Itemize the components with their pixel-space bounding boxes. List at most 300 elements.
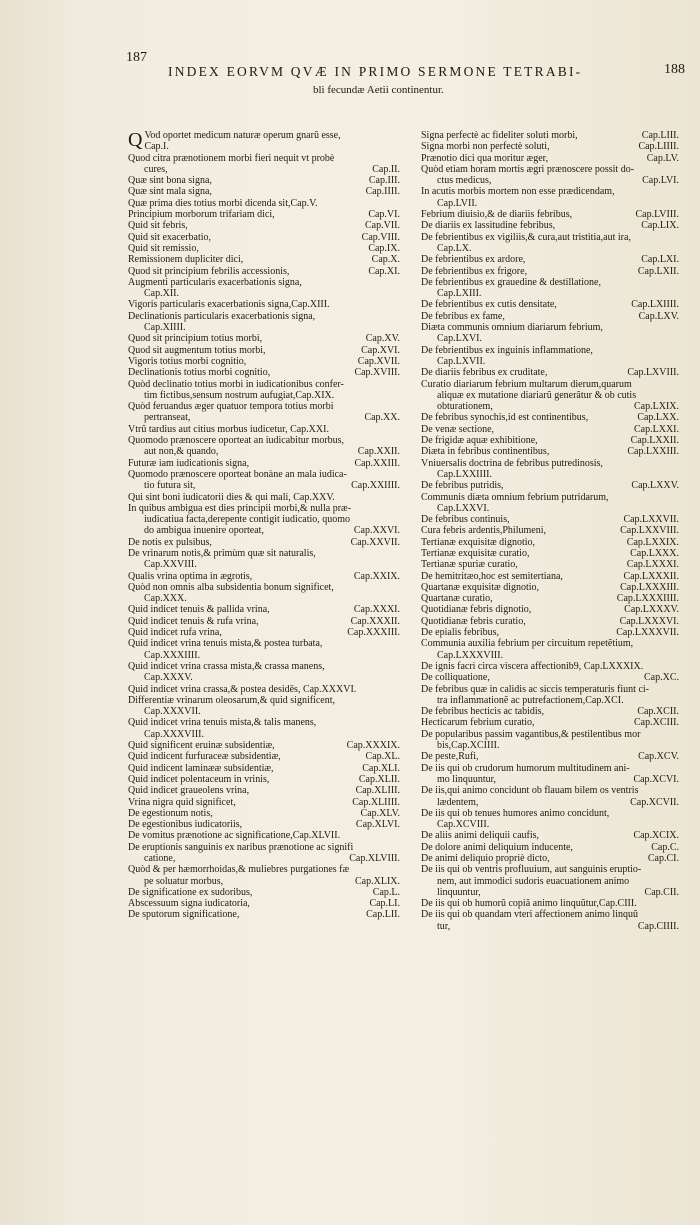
entry-title: Quid indicet vrina crassa,& postea desidēs, Cap.XXXVI. [128, 683, 357, 695]
entry-title: Quòd etiam horam mortis ægri prænoscere possit do- [421, 163, 635, 175]
entry-title: De febrientibus ex inguinis inflammatione, [421, 344, 593, 356]
entry-title: Diæta communis omnium diariarum febrium, [421, 322, 603, 334]
index-entry [421, 717, 685, 728]
entry-title: De iis qui ob humorũ copiã animo linquũtur,Cap.CIII. [421, 898, 637, 910]
index-entry [421, 763, 685, 786]
entry-chapter: Cap.XLIX. [355, 875, 400, 887]
index-entry [421, 458, 685, 481]
index-entry [421, 853, 685, 864]
entry-title: De peste,Rufi, [421, 751, 479, 763]
index-entry [421, 254, 685, 265]
entry-chapter: Cap.LXXVIII. [620, 525, 679, 537]
entry-title: De iis qui ob tenues humores animo concidunt, [421, 807, 610, 819]
index-entry [421, 266, 685, 277]
index-entry [421, 220, 685, 231]
entry-chapter: Cap.XXXIX. [346, 740, 400, 752]
index-entry [128, 198, 406, 209]
index-entry [421, 808, 685, 831]
entry-chapter: Cap.XLI. [362, 762, 400, 774]
entry-chapter: Cap.LXI. [641, 254, 679, 266]
entry-chapter: Cap.CIIII. [637, 920, 679, 932]
entry-chapter: Cap.XC. [644, 672, 679, 684]
page-number-right: 188 [664, 62, 685, 77]
index-entry [421, 277, 685, 300]
entry-title: Hecticarum febrium curatio, [421, 717, 535, 729]
entry-title: De febribus hecticis ac tabidis, [421, 706, 545, 718]
index-entry [421, 582, 685, 593]
entry-continuation: Cap.LXXVI. [437, 502, 490, 514]
entry-title: Qui sint boni iudicatorii dies & qui mali, Cap.XXV. [128, 491, 335, 503]
entry-chapter: Cap.XCIII. [634, 717, 679, 729]
entry-title: De febribus putridis, [421, 480, 504, 492]
entry-title: Declinationis totius morbi cognitio, [128, 367, 271, 379]
index-entry [421, 830, 685, 841]
entry-title: Vigoris particularis exacerbationis signa,Cap.XIII. [128, 299, 330, 311]
entry-continuation: aut non,& quando, [144, 446, 219, 458]
entry-continuation: linquuntur, [437, 886, 481, 898]
entry-continuation: Cap.XCVIII. [437, 819, 490, 831]
entry-chapter: Cap.LIIII. [638, 141, 679, 153]
entry-continuation: Cap.XIIII. [144, 322, 186, 334]
entry-chapter: Cap.LXXI. [634, 423, 679, 435]
entry-chapter: Cap.XVII. [357, 355, 400, 367]
entry-chapter: Cap.LXII. [637, 265, 679, 277]
index-entry [421, 864, 685, 898]
entry-chapter: Cap.X. [371, 254, 400, 266]
entry-continuation: Cap.LXVI. [437, 333, 482, 345]
entry-chapter: Cap.XI. [368, 265, 400, 277]
entry-title: De epialis febribus, [421, 627, 500, 639]
index-entry [128, 808, 406, 819]
index-entry [128, 898, 406, 909]
entry-title: Quid indicent laminææ subsidentiæ, [128, 762, 274, 774]
entry-title: Quotidianæ febris dignotio, [421, 604, 532, 616]
entry-chapter: Cap.XXVI. [353, 525, 400, 537]
index-entry [128, 740, 406, 751]
index-entry [421, 153, 685, 164]
index-entry [421, 412, 685, 423]
entry-chapter: Cap.XCVII. [630, 796, 679, 808]
entry-chapter: Cap.LXV. [638, 310, 679, 322]
entry-chapter: Cap.XCV. [638, 751, 679, 763]
entry-chapter: Cap.LXXXIIII. [616, 593, 679, 605]
entry-title: Quotidianæ febris curatio, [421, 615, 526, 627]
entry-chapter: Cap.LXXXVII. [616, 627, 679, 639]
index-entry [128, 887, 406, 898]
entry-continuation: mo linquuntur, [437, 773, 497, 785]
index-entry [128, 367, 406, 378]
entry-chapter: Cap.LXXII. [630, 435, 679, 447]
entry-title: De febribus ex fame, [421, 310, 505, 322]
index-entry [128, 492, 406, 503]
entry-chapter: Cap.XCIX. [633, 830, 679, 842]
index-entry [421, 492, 685, 515]
entry-chapter: Cap.XCVI. [633, 773, 679, 785]
entry-chapter: Cap.XLV. [360, 807, 400, 819]
entry-chapter: Cap.XLIIII. [352, 796, 400, 808]
entry-continuation: pertranseat, [144, 412, 191, 424]
entry-chapter: Cap.CII. [644, 886, 679, 898]
entry-title: In quibus ambigua est dies principii morbi,& nulla præ- [128, 502, 352, 514]
index-entry [421, 379, 685, 413]
index-entry [128, 763, 406, 774]
entry-continuation: tur, [437, 920, 451, 932]
entry-chapter: Cap.LIII. [641, 130, 679, 141]
entry-continuation: tra inflammationẽ ac putrefactionem,Cap.XCI. [437, 694, 624, 706]
entry-title: De sputorum significatione, [128, 909, 240, 921]
entry-title: De significatione ex sudoribus, [128, 886, 253, 898]
entry-continuation: Cap.LVII. [437, 197, 478, 209]
entry-chapter: Cap.LXXIII. [627, 446, 679, 458]
entry-chapter: Cap.LVIII. [635, 209, 679, 221]
entry-title: De eruptionis sanguinis ex naribus prænotione ac signifi [128, 841, 354, 853]
index-entry [421, 627, 685, 638]
entry-title: Quid indicent furfuraceæ subsidentiæ, [128, 751, 281, 763]
entry-title: De venæ sectione, [421, 423, 495, 435]
entry-title: Quid indicet polentaceum in vrinis, [128, 773, 270, 785]
entry-chapter: Cap.LI. [369, 898, 400, 910]
entry-chapter: Cap.L. [372, 886, 400, 898]
index-entry [421, 514, 685, 525]
entry-chapter: Cap.XX. [364, 412, 400, 424]
index-entry [421, 616, 685, 627]
entry-chapter: Cap.LXXV. [631, 480, 679, 492]
entry-chapter: Cap.LXX. [637, 412, 679, 424]
entry-title: Quod citra prænotionem morbi fieri nequit vt probè [128, 152, 335, 164]
index-entry [128, 638, 406, 661]
index-entry [128, 209, 406, 220]
index-entry [128, 537, 406, 548]
index-entry [128, 424, 406, 435]
entry-continuation: Cap.XXXV. [144, 672, 193, 684]
entry-title: Differentiæ vrinarum oleosarum,& quid significent, [128, 694, 335, 706]
entry-continuation: Cap.LXIII. [437, 288, 482, 300]
entry-continuation: Cap.LX. [437, 242, 472, 254]
index-entry [421, 706, 685, 717]
entry-chapter: Cap.XVIII. [354, 367, 400, 379]
entry-chapter: Cap.XXIIII. [351, 480, 400, 492]
index-entry [421, 684, 685, 707]
index-entry [128, 717, 406, 740]
entry-chapter: Cap.III. [368, 175, 400, 187]
entry-title: Diæta in febribus continentibus, [421, 446, 550, 458]
entry-continuation: Cap.LXXIIII. [437, 468, 492, 480]
index-entry [128, 582, 406, 605]
index-entry [421, 480, 685, 491]
entry-title: Vigoris totius morbi cognitio, [128, 355, 247, 367]
right-index-column [421, 130, 685, 932]
entry-continuation: cures, [144, 163, 168, 175]
entry-title: De febribus continuis, [421, 514, 510, 526]
entry-chapter: Cap.CI. [647, 853, 679, 864]
index-title: INDEX EORVM QVÆ IN PRIMO SERMONE TETRABI- [168, 64, 583, 79]
index-entry [128, 774, 406, 785]
entry-title: De ignis facri circa viscera affectionib9, Cap.LXXXIX. [421, 660, 644, 672]
entry-title: Quæ prima dies totius morbi dicenda sit,Cap.V. [128, 197, 318, 209]
entry-continuation: Cap.XXXIIII. [144, 649, 201, 661]
entry-title: Quod sit principium totius morbi, [128, 333, 263, 345]
entry-continuation: lædentem, [437, 796, 479, 808]
entry-title: De febribus quæ in calidis ac siccis temperaturis fiunt ci- [421, 683, 649, 695]
entry-title: Abscessuum signa iudicatoria, [128, 898, 250, 910]
entry-chapter: Cap.XVI. [361, 344, 400, 356]
entry-chapter: Cap.LV. [646, 152, 679, 164]
entry-title: Febrium diuisio,& de diariis febribus, [421, 209, 573, 221]
index-entry [128, 243, 406, 254]
entry-title: De notis ex pulsibus, [128, 536, 212, 548]
index-entry [128, 277, 406, 300]
entry-title: Quid sit exacerbatio, [128, 231, 212, 243]
entry-title: Vrina nigra quid significet, [128, 796, 236, 808]
entry-chapter: Cap.VIII. [361, 231, 400, 243]
index-entry [128, 819, 406, 830]
entry-title: Quid sit febris, [128, 220, 188, 232]
entry-title: Tertianæ spuriæ curatio, [421, 559, 518, 571]
entry-title: Quæ sint bona signa, [128, 175, 212, 187]
entry-continuation: tio futura sit, [144, 480, 196, 492]
entry-title: Prænotio dici qua moritur æger, [421, 152, 549, 164]
entry-title: In acutis morbis mortem non esse prædicendam, [421, 186, 615, 198]
entry-title: Tertianæ exquisitæ curatio, [421, 547, 530, 559]
entry-title: Quòd non omnis alba subsidentia bonum significet, [128, 581, 334, 593]
entry-title: De febrientibus ex cutis densitate, [421, 299, 557, 311]
entry-chapter: Cap.LXXXIII. [620, 581, 679, 593]
index-entry [421, 345, 685, 368]
entry-chapter: Cap.XV. [365, 333, 400, 345]
entry-chapter: Cap.LXXXI. [626, 559, 679, 571]
entry-chapter: Cap.LXXXVI. [619, 615, 679, 627]
entry-title: De egestionibus iudicatoriis, [128, 819, 243, 831]
entry-chapter: Cap.VI. [368, 209, 400, 221]
index-entry [421, 435, 685, 446]
entry-title: Curatio diariarum febrium multarum dierum,quarum [421, 378, 632, 390]
entry-title: Quid indicet vrina tenuis mista,& postea turbata, [128, 638, 323, 650]
index-entry [128, 435, 406, 458]
index-entry [421, 785, 685, 808]
index-entry [421, 661, 685, 672]
index-entry [421, 367, 685, 378]
entry-chapter: Cap.LXXIX. [626, 536, 679, 548]
index-entry [128, 661, 406, 684]
index-entry [421, 548, 685, 559]
entry-continuation: obturationem, [437, 401, 493, 413]
entry-continuation: aliquæ ex mutatione diariarũ generãtur & ob cutis [437, 389, 637, 401]
index-entry [421, 559, 685, 570]
entry-title: De animi deliquio propriè dicto, [421, 853, 550, 864]
entry-title: De iis qui ob crudorum humorum multitudinem ani- [421, 762, 630, 774]
entry-chapter: Cap.XXIII. [354, 457, 400, 469]
index-entry [421, 130, 685, 141]
entry-title: De iis,qui animo concidunt ob flauam bilem os ventris [421, 785, 639, 797]
index-entry [128, 345, 406, 356]
entry-continuation: ctus medicus, [437, 175, 492, 187]
entry-title: Qualis vrina optima in ægrotis, [128, 570, 253, 582]
index-entry [128, 311, 406, 334]
entry-title: Quid indicet vrina tenuis mista,& talis manens, [128, 717, 317, 729]
index-entry [128, 751, 406, 762]
entry-title: De diariis ex lassitudine febribus, [421, 220, 556, 232]
entry-continuation: pe soluatur morbus, [144, 875, 224, 887]
index-entry [421, 842, 685, 853]
entry-title: De egestionum notis, [128, 807, 213, 819]
entry-title: Quid sit remissio, [128, 242, 199, 254]
entry-title: Communia auxilia febrium per circuitum repetẽtium, [421, 638, 634, 650]
entry-title: De hemitritæo,hoc est semitertiana, [421, 570, 563, 582]
entry-chapter: Cap.XXVII. [350, 536, 400, 548]
entry-title: De diariis febribus ex cruditate, [421, 367, 548, 379]
entry-title: De popularibus passim vagantibus,& pestilentibus mor [421, 728, 641, 740]
entry-chapter: Cap.XLVIII. [349, 853, 400, 864]
index-entry [128, 220, 406, 231]
entry-title: Quòd declinatio totius morbi in iudicationibus confer- [128, 378, 344, 390]
entry-title: Quomodo prænoscere oporteat an iudicabitur morbus, [128, 435, 345, 447]
entry-title: De febribus synochis,id est continentibus, [421, 412, 589, 424]
entry-title: Quid indicet tenuis & rufa vrina, [128, 615, 259, 627]
index-entry [421, 424, 685, 435]
entry-continuation: Cap.LXVII. [437, 355, 486, 367]
entry-title: Quod sit principium febrilis accessionis, [128, 265, 290, 277]
entry-chapter: Cap.IX. [368, 242, 400, 254]
entry-title: Quartanæ exquisitæ dignotio, [421, 581, 540, 593]
index-entry [128, 842, 406, 865]
index-entry [421, 446, 685, 457]
entry-continuation: Cap.XXXVIII. [144, 728, 204, 740]
entry-chapter: Cap.XXXII. [350, 615, 400, 627]
entry-title: Tertianæ exquisitæ dignotio, [421, 536, 536, 548]
index-entry [421, 164, 685, 187]
index-entry [128, 627, 406, 638]
entry-continuation: iudicatiua facta,derepente contigit iudicatio, quomo [144, 514, 351, 526]
index-subtitle: bli fecundæ Aetii continentur. [313, 84, 444, 96]
entry-chapter: Cap.VII. [365, 220, 400, 232]
entry-title: De vomitus prænotione ac significatione,Cap.XLVII. [128, 830, 341, 842]
entry-title: De febrientibus ex grauedine & destillatione, [421, 276, 601, 288]
index-entry [128, 175, 406, 186]
entry-title: Cura febris ardentis,Philumeni, [421, 525, 546, 537]
entry-title: De febrientibus ex ardore, [421, 254, 526, 266]
index-entry [128, 830, 406, 841]
entry-chapter: Cap.XXXI. [353, 604, 400, 616]
entry-continuation: Cap.XII. [144, 288, 179, 300]
entry-continuation: catione, [144, 853, 176, 864]
entry-title: Futuræ iam iudicationis signa, [128, 457, 250, 469]
entry-title: De aliis animi deliquii caufis, [421, 830, 540, 842]
entry-title: De febrientibus ex vigiliis,& cura,aut tristitia,aut ira, [421, 231, 631, 243]
entry-title: Signa morbi non perfectè soluti, [421, 141, 550, 153]
index-entry [421, 909, 685, 932]
index-entry [128, 616, 406, 627]
entry-title: Signa perfectè ac fideliter soluti morbi, [421, 130, 578, 141]
entry-title: De frigidæ aquæ exhibitione, [421, 435, 538, 447]
entry-continuation: bis,Cap.XCIIII. [437, 740, 500, 752]
entry-continuation: tim fictibus,sensum nostrum aufugiat,Cap.XIX. [144, 389, 335, 401]
entry-title: Declinationis particularis exacerbationis signa, [128, 310, 316, 322]
index-entry [128, 909, 406, 920]
entry-title: Quid indicet vrina crassa mista,& crassa manens, [128, 660, 325, 672]
index-entry [128, 503, 406, 537]
index-entry [421, 299, 685, 310]
index-entry [128, 299, 406, 310]
entry-title: Quid indicet tenuis & pallida vrina, [128, 604, 270, 616]
index-entry [128, 604, 406, 615]
entry-chapter: Cap.LXIX. [634, 401, 679, 413]
entry-title: De febrientibus ex frigore, [421, 265, 528, 277]
index-entry [421, 593, 685, 604]
index-entry [421, 751, 685, 762]
index-entry [128, 130, 406, 153]
index-entry [421, 571, 685, 582]
entry-title: De vrinarum notis,& primùm quæ sit naturalis, [128, 547, 316, 559]
entry-chapter: Cap.C. [651, 841, 679, 853]
index-entry [128, 785, 406, 796]
page-number-left: 187 [126, 50, 147, 65]
entry-chapter: Cap.XXXIII. [347, 627, 400, 639]
entry-title: De colliquatione, [421, 672, 490, 684]
index-entry [421, 638, 685, 661]
index-entry [128, 356, 406, 367]
index-entry [421, 311, 685, 322]
entry-title: Vniuersalis doctrina de febribus putredinosis, [421, 457, 603, 469]
entry-continuation: Cap.XXX. [144, 593, 187, 605]
entry-chapter: Cap.XLIII. [355, 785, 400, 797]
entry-title: De iis qui ob quandam vteri affectionem animo linquũ [421, 909, 638, 921]
entry-title: Principium morborum trifariam dici, [128, 209, 275, 221]
entry-chapter: Cap.XLVI. [355, 819, 400, 831]
index-entry [128, 232, 406, 243]
index-entry [128, 266, 406, 277]
index-entry [421, 525, 685, 536]
entry-chapter: Cap.LXVIII. [627, 367, 679, 379]
entry-continuation: Cap.XXVIII. [144, 559, 197, 571]
entry-chapter: Cap.LXXVII. [623, 514, 679, 526]
entry-chapter: Cap.XLII. [358, 773, 400, 785]
entry-title: Quid significent eruinæ subsidentiæ, [128, 740, 275, 752]
index-entry [128, 684, 406, 695]
index-entry [128, 254, 406, 265]
entry-title: Vod oportet medicum naturæ operum gnarŭ esse, [144, 130, 341, 141]
entry-chapter: Cap.LXIIII. [631, 299, 679, 311]
index-entry [128, 458, 406, 469]
entry-title: De dolore animi deliquium inducente, [421, 841, 573, 853]
index-entry [128, 695, 406, 718]
entry-continuation: Cap.LXXXVIII. [437, 649, 504, 661]
entry-chapter: Cap.II. [372, 163, 400, 175]
index-entry [421, 141, 685, 152]
index-entry [128, 797, 406, 808]
left-index-column [128, 130, 406, 921]
entry-chapter: Cap.LXXX. [630, 547, 679, 559]
entry-title: Quid indicet graueolens vrina, [128, 785, 250, 797]
entry-title: Vtrũ tardius aut citius morbus iudicetur, Cap.XXI. [128, 423, 329, 435]
index-entry [421, 537, 685, 548]
entry-title: Quòd feruandus æger quatuor tempora totius morbi [128, 401, 334, 413]
index-entry [128, 153, 406, 176]
entry-title: Quòd & per hæmorrhoidas,& muliebres purgationes fæ [128, 864, 350, 876]
entry-title: Remissionem dupliciter dici, [128, 254, 244, 266]
entry-chapter: Cap.LXXXII. [623, 570, 679, 582]
entry-title: Quartanæ curatio, [421, 593, 493, 605]
entry-title: Communis diæta omnium febrium putridarum, [421, 491, 609, 503]
index-entry [128, 864, 406, 887]
index-entry [421, 232, 685, 255]
entry-continuation: nem, aut immodici sudoris euacuationem animo [437, 875, 630, 887]
entry-title: Quod sit augmentum totius morbi, [128, 344, 266, 356]
entry-title: Quæ sint mala signa, [128, 186, 212, 198]
index-entry [421, 186, 685, 209]
index-entry [421, 322, 685, 345]
entry-chapter: Cap.LVI. [642, 175, 679, 187]
index-entry [128, 548, 406, 571]
